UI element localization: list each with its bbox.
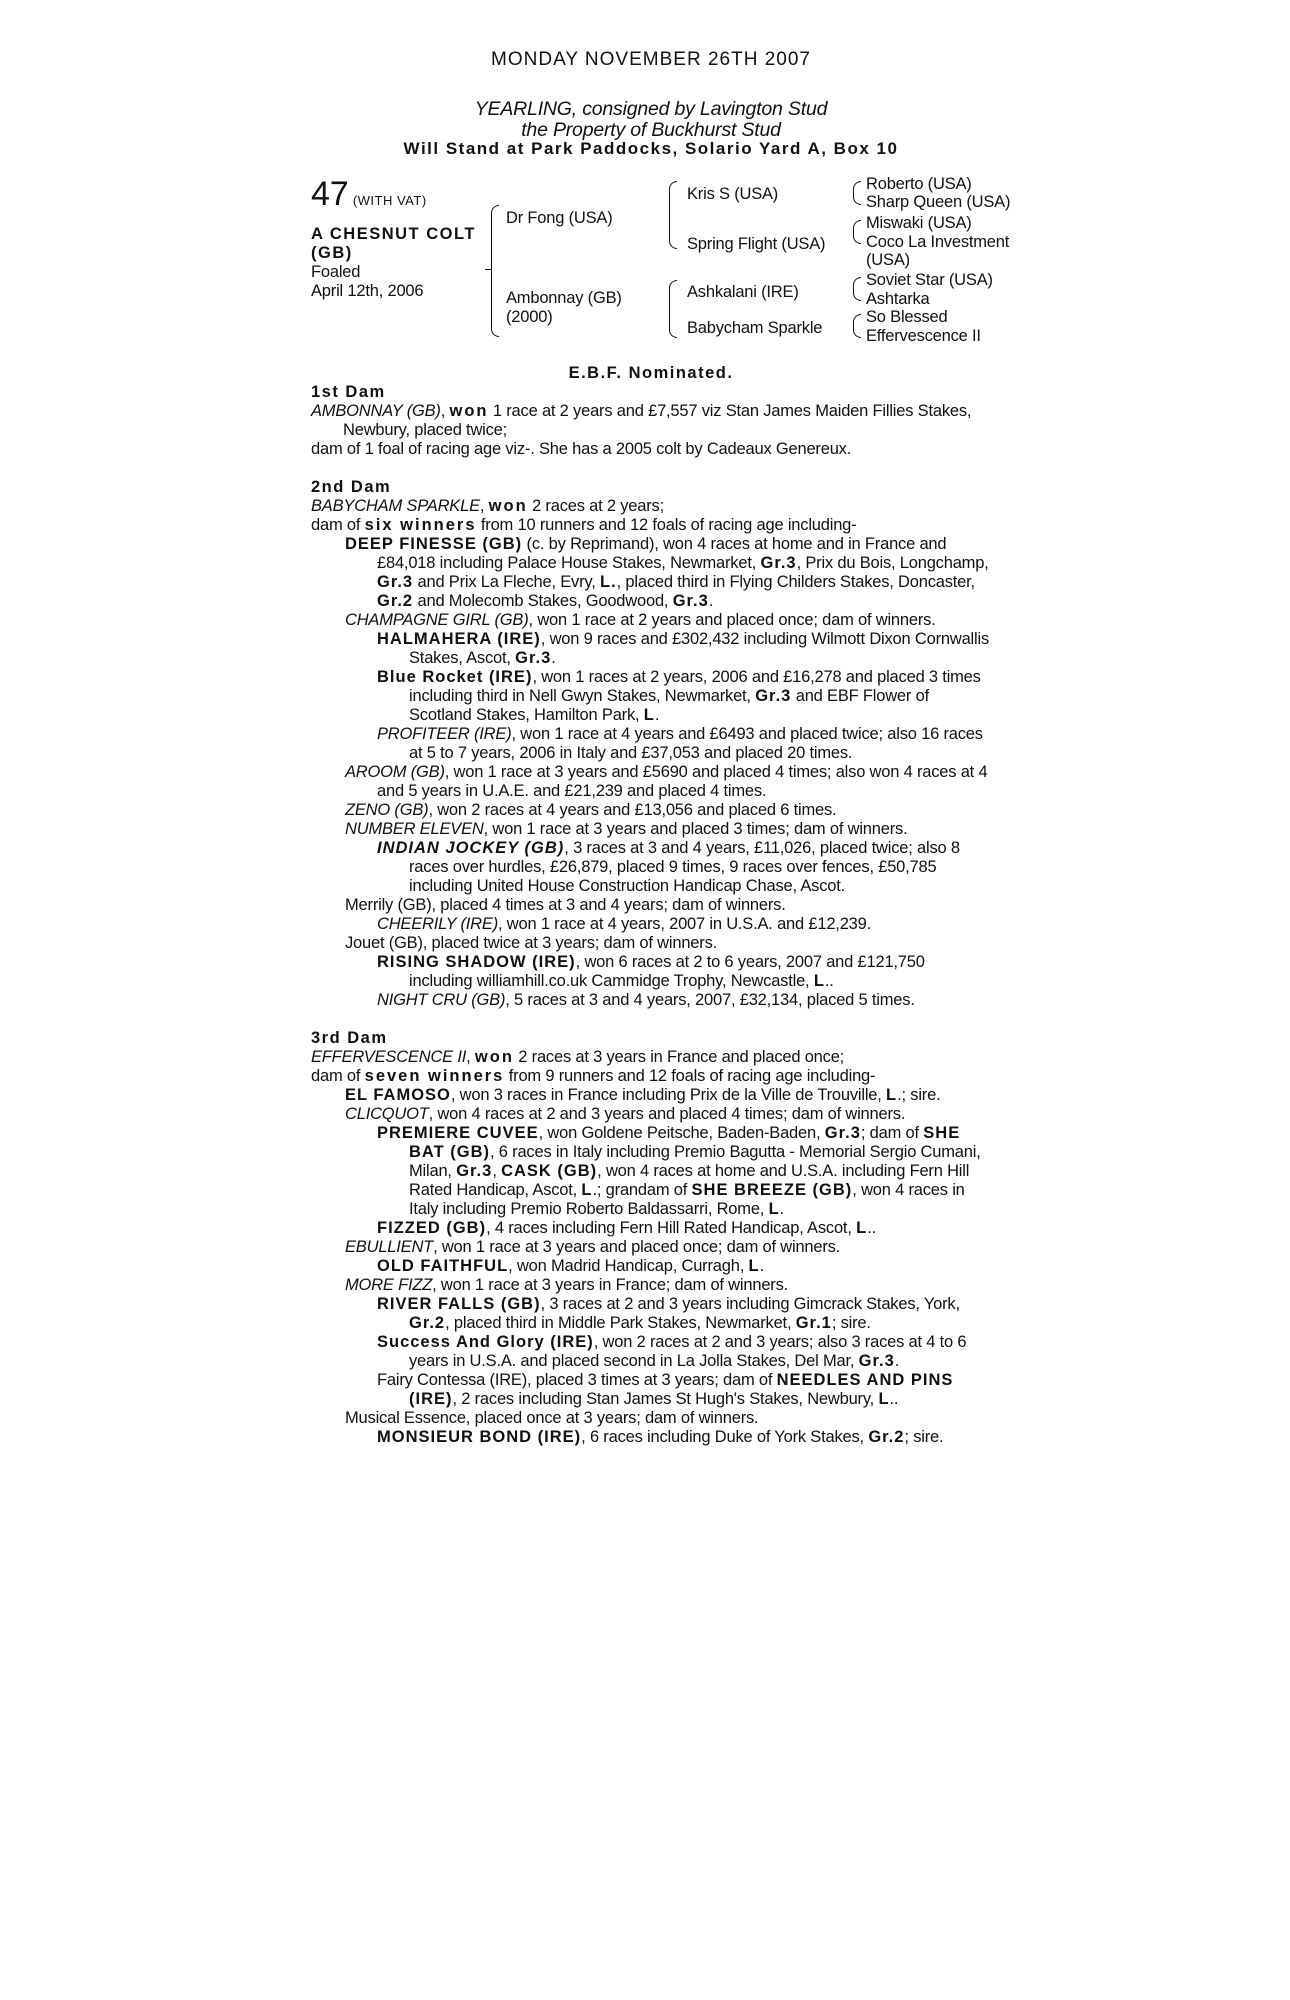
entry-text: ; sire. xyxy=(904,1428,944,1446)
second-dam-record: BABYCHAM SPARKLE, won 2 races at 2 years; xyxy=(311,497,664,515)
entry-text: .; sire. xyxy=(897,1086,941,1104)
grade: L xyxy=(886,1086,898,1104)
entry-text: and Prix La Fleche, Evry, xyxy=(413,573,600,591)
dam-name: BABYCHAM SPARKLE xyxy=(311,497,480,515)
entry-text: (c. by Reprimand), won 4 races at home and in France and £84,018 including Palace House Stakes, Newmarket, xyxy=(377,535,947,572)
grade: Gr.3 xyxy=(456,1162,493,1180)
won-word: won xyxy=(474,1048,514,1066)
pedigree-sire-sire: Kris S (USA) xyxy=(687,185,779,203)
entry-text: , won 4 races at home and U.S.A. including Fern Hill Rated Handicap, Ascot, xyxy=(409,1162,970,1199)
catalogue-page xyxy=(311,40,1011,1447)
lot-description: A CHESNUT COLT xyxy=(311,225,476,243)
grade: L xyxy=(768,1200,780,1218)
entry-text: , 5 races at 3 and 4 years, 2007, £32,134, placed 5 times. xyxy=(505,991,915,1009)
pedigree-gen3-2: Sharp Queen (USA) xyxy=(866,193,1011,211)
entry-text: , xyxy=(492,1162,502,1180)
produce-entry xyxy=(311,915,991,934)
grade: Gr.3 xyxy=(515,649,552,667)
entry-text: , won Goldene Peitsche, Baden-Baden, xyxy=(538,1124,825,1142)
entry-text: .; grandam of xyxy=(592,1181,692,1199)
horse-name: RISING SHADOW (IRE) xyxy=(377,953,576,971)
horse-name: OLD FAITHFUL xyxy=(377,1257,509,1275)
produce-entry xyxy=(311,1295,991,1333)
second-dam-heading: 2nd Dam xyxy=(311,478,392,496)
produce-entry xyxy=(311,991,991,1010)
horse-name: NUMBER ELEVEN xyxy=(345,820,484,838)
pedigree-brace xyxy=(853,181,861,205)
won-word: won xyxy=(488,497,528,515)
entry-text: , won 1 race at 3 years in France; dam of winners. xyxy=(432,1276,789,1294)
third-dam-heading: 3rd Dam xyxy=(311,1029,388,1047)
produce-entry xyxy=(311,1276,991,1295)
record-text: 2 races at 2 years; xyxy=(527,497,664,515)
first-dam-record: AMBONNAY (GB), won 1 race at 2 years and £7,557 viz Stan James Maiden Fillies Stakes, Newbury, placed twice; xyxy=(311,402,972,439)
pedigree-dam-dam: Babycham Sparkle xyxy=(687,319,823,337)
entry-text: , won 6 races at 2 to 6 years, 2007 and £121,750 including williamhill.co.uk Cammidge Trophy, Newcastle, xyxy=(409,953,925,990)
winners-count: seven winners xyxy=(364,1067,505,1085)
produce-text: dam of xyxy=(311,516,365,534)
grade: Gr.2 xyxy=(377,592,414,610)
grade: Gr.3 xyxy=(377,573,414,591)
pedigree-brace xyxy=(853,277,861,301)
produce-text: from 10 runners and 12 foals of racing age including- xyxy=(476,516,857,534)
grade: L xyxy=(878,1390,890,1408)
pedigree-brace xyxy=(853,220,861,244)
produce-entry xyxy=(311,801,991,820)
entry-text: and Molecomb Stakes, Goodwood, xyxy=(413,592,673,610)
entry-text: . xyxy=(708,592,714,610)
entry-text: .. xyxy=(889,1390,899,1408)
produce-entry xyxy=(311,1105,991,1124)
grade: Gr.2 xyxy=(409,1314,446,1332)
property-line: the Property of Buckhurst Stud xyxy=(521,119,781,141)
entry-text: . xyxy=(779,1200,785,1218)
pedigree-gen3-1: Roberto (USA) xyxy=(866,175,972,193)
produce-entry xyxy=(311,763,991,801)
horse-name: HALMAHERA (IRE) xyxy=(377,630,541,648)
winners-count: six winners xyxy=(364,516,477,534)
pedigree-dam-sire: Ashkalani (IRE) xyxy=(687,283,799,301)
lot-number-line xyxy=(311,177,427,211)
horse-name: CLICQUOT xyxy=(345,1105,429,1123)
produce-entry: Jouet (GB), placed twice at 3 years; dam of winners. xyxy=(345,934,718,952)
horse-name: SHE BREEZE (GB) xyxy=(691,1181,853,1199)
grade: Gr.3 xyxy=(760,554,797,572)
grade: L xyxy=(813,972,825,990)
horse-name: CASK (GB) xyxy=(501,1162,598,1180)
pedigree-gen3-7: So Blessed xyxy=(866,308,948,326)
horse-name: RIVER FALLS (GB) xyxy=(377,1295,541,1313)
third-dam-record: EFFERVESCENCE II, won 2 races at 3 years in France and placed once; xyxy=(311,1048,845,1066)
grade: Gr.3 xyxy=(824,1124,861,1142)
foaled-label: Foaled xyxy=(311,263,361,281)
horse-name: EL FAMOSO xyxy=(345,1086,451,1104)
entry-text: ; dam of xyxy=(860,1124,924,1142)
pedigree-dam: Ambonnay (GB) xyxy=(506,289,622,307)
entry-text: . xyxy=(759,1257,764,1275)
produce-entry xyxy=(311,1219,991,1238)
produce-entry xyxy=(311,1238,991,1257)
grade: L xyxy=(856,1219,868,1237)
lot-number: 47 xyxy=(311,175,349,213)
produce-entry xyxy=(311,1371,991,1409)
grade: Gr.3 xyxy=(858,1352,895,1370)
produce-entry xyxy=(311,1333,991,1371)
pedigree-gen3-6: Ashtarka xyxy=(866,290,930,308)
record-text: 2 races at 3 years in France and placed once; xyxy=(513,1048,845,1066)
pedigree-brace xyxy=(853,314,861,338)
entry-text: . xyxy=(894,1352,900,1370)
horse-name: MORE FIZZ xyxy=(345,1276,433,1294)
first-dam-produce: dam of 1 foal of racing age viz-. She has a 2005 colt by Cadeaux Genereux. xyxy=(311,440,852,458)
grade: Gr.2 xyxy=(868,1428,905,1446)
dam-name: AMBONNAY (GB) xyxy=(311,402,441,420)
horse-name: NIGHT CRU (GB) xyxy=(377,991,506,1009)
pedigree-dam-year: (2000) xyxy=(506,308,553,326)
entry-text: , won 4 races in Italy including Premio Roberto Baldassarri, Rome, xyxy=(409,1181,965,1218)
grade: Gr.3 xyxy=(672,592,709,610)
produce-entry xyxy=(311,820,991,839)
entry-text: , won 1 race at 4 years and £6493 and placed twice; also 16 races at 5 to 7 years, 2006 in Italy and £37,053 and placed 20 times. xyxy=(409,725,983,762)
horse-name: AROOM (GB) xyxy=(345,763,445,781)
entry-text: , won 1 races at 2 years, 2006 and £16,278 and placed 3 times including third in Nell Gwyn Stakes, Newmarket, xyxy=(409,668,981,705)
pedigree-gen3-3: Miswaki (USA) xyxy=(866,214,972,232)
produce-entry xyxy=(311,535,991,611)
grade: L. xyxy=(599,573,617,591)
horse-name: NEEDLES AND PINS (IRE) xyxy=(409,1371,954,1408)
horse-name: Blue Rocket (IRE) xyxy=(377,668,533,686)
entry-text: . xyxy=(654,706,660,724)
entry-text: , won 2 races at 4 years and £13,056 and placed 6 times. xyxy=(428,801,837,819)
won-word: won xyxy=(449,402,489,420)
horse-name: EBULLIENT xyxy=(345,1238,434,1256)
sale-date: MONDAY NOVEMBER 26TH 2007 xyxy=(491,49,811,70)
horse-name: INDIAN JOCKEY (GB) xyxy=(377,839,565,857)
pedigree-brace xyxy=(491,205,499,337)
entry-text: , won 1 race at 3 years and placed once; dam of winners. xyxy=(433,1238,841,1256)
horse-name: ZENO (GB) xyxy=(345,801,429,819)
entry-text: .. xyxy=(824,972,834,990)
produce-entry xyxy=(311,1428,991,1447)
entry-text: ; sire. xyxy=(831,1314,871,1332)
grade: Gr.1 xyxy=(795,1314,832,1332)
horse-name: DEEP FINESSE (GB) xyxy=(345,535,523,553)
horse-name: SHE BAT (GB) xyxy=(409,1124,961,1161)
pedigree-gen3-4b: (USA) xyxy=(866,251,910,269)
entry-text: , 2 races including Stan James St Hugh's Stakes, Newbury, xyxy=(452,1390,879,1408)
entry-text: and EBF Flower of Scotland Stakes, Hamilton Park, xyxy=(409,687,929,724)
entry-text: , 6 races including Duke of York Stakes, xyxy=(581,1428,869,1446)
foaled-date: April 12th, 2006 xyxy=(311,282,424,300)
produce-entry xyxy=(311,1124,991,1219)
pedigree-block xyxy=(311,175,1011,372)
pedigree-sire: Dr Fong (USA) xyxy=(506,209,613,227)
entry-text: , 3 races at 2 and 3 years including Gimcrack Stakes, York, xyxy=(540,1295,960,1313)
grade: L xyxy=(643,706,655,724)
produce-entry xyxy=(311,668,991,725)
entry-text: Fairy Contessa (IRE), placed 3 times at 3 years; dam of xyxy=(377,1371,777,1389)
entry-text: , Prix du Bois, Longchamp, xyxy=(796,554,989,572)
entry-text: , won 4 races at 2 and 3 years and placed 4 times; dam of winners. xyxy=(428,1105,906,1123)
grade: L xyxy=(581,1181,593,1199)
pedigree-brace xyxy=(669,181,677,249)
produce-entry xyxy=(311,839,991,896)
pedigree-gen3-5: Soviet Star (USA) xyxy=(866,271,993,289)
entry-text: , placed third in Flying Childers Stakes, Doncaster, xyxy=(616,573,975,591)
lot-vat: (WITH VAT) xyxy=(352,193,427,208)
horse-name: MONSIEUR BOND (IRE) xyxy=(377,1428,582,1446)
produce-entry: Merrily (GB), placed 4 times at 3 and 4 years; dam of winners. xyxy=(345,896,786,914)
lot-country: (GB) xyxy=(311,244,353,262)
entry-text: , won 2 races at 2 and 3 years; also 3 races at 4 to 6 years in U.S.A. and placed second in La Jolla Stakes, Del Mar, xyxy=(409,1333,967,1370)
produce-text: from 9 runners and 12 foals of racing age including- xyxy=(504,1067,876,1085)
pedigree-brace xyxy=(669,280,677,338)
third-dam-produce xyxy=(311,1067,991,1086)
pedigree-gen3-4: Coco La Investment xyxy=(866,233,1010,251)
entry-text: , won 3 races in France including Prix de la Ville de Trouville, xyxy=(450,1086,887,1104)
produce-entry: Musical Essence, placed once at 3 years; dam of winners. xyxy=(345,1409,759,1427)
pedigree-gen3-8: Effervescence II xyxy=(866,327,981,345)
produce-entry xyxy=(311,725,991,763)
entry-text: , 6 races in Italy including Premio Bagutta - Memorial Sergio Cumani, Milan, xyxy=(409,1143,981,1180)
horse-name: PREMIERE CUVEE xyxy=(377,1124,539,1142)
entry-text: , won 1 race at 3 years and £5690 and placed 4 times; also won 4 races at 4 and 5 years in U.A.E. and £21,239 and placed 4 times. xyxy=(377,763,988,800)
ebf-note: E.B.F. Nominated. xyxy=(568,364,734,382)
horse-name: CHAMPAGNE GIRL (GB) xyxy=(345,611,529,629)
entry-text: , won Madrid Handicap, Curragh, xyxy=(508,1257,749,1275)
first-dam-heading: 1st Dam xyxy=(311,383,386,401)
produce-entry xyxy=(311,630,991,668)
entry-text: .. xyxy=(867,1219,876,1237)
entry-text: , 3 races at 3 and 4 years, £11,026, placed twice; also 8 races over hurdles, £26,879, placed 9 times, 9 races over fences, £50,785 including United House Construction Handicap Chase, Ascot. xyxy=(409,839,960,895)
produce-entry xyxy=(311,1257,991,1276)
entry-text: , won 9 races and £302,432 including Wilmott Dixon Cornwallis Stakes, Ascot, xyxy=(409,630,989,667)
stand-location: Will Stand at Park Paddocks, Solario Yard A, Box 10 xyxy=(403,139,899,158)
horse-name: Success And Glory (IRE) xyxy=(377,1333,594,1351)
entry-text: , won 1 race at 2 years and placed once; dam of winners. xyxy=(528,611,936,629)
grade: Gr.3 xyxy=(755,687,792,705)
entry-text: , won 1 race at 3 years and placed 3 times; dam of winners. xyxy=(483,820,908,838)
pedigree-brace-point xyxy=(485,269,492,270)
entry-text: . xyxy=(551,649,556,667)
grade: L xyxy=(748,1257,760,1275)
produce-text: dam of xyxy=(311,1067,365,1085)
horse-name: CHEERILY (IRE) xyxy=(377,915,498,933)
entry-text: , 4 races including Fern Hill Rated Handicap, Ascot, xyxy=(486,1219,857,1237)
second-dam-produce xyxy=(311,516,991,535)
dam-name: EFFERVESCENCE II xyxy=(311,1048,467,1066)
produce-entry xyxy=(311,1086,991,1105)
horse-name: PROFITEER (IRE) xyxy=(377,725,512,743)
pedigree-sire-dam: Spring Flight (USA) xyxy=(687,235,826,253)
produce-entry xyxy=(311,611,991,630)
horse-name: FIZZED (GB) xyxy=(377,1219,487,1237)
entry-text: , won 1 race at 4 years, 2007 in U.S.A. and £12,239. xyxy=(498,915,872,933)
record-text: 1 race at 2 years and £7,557 viz Stan James Maiden Fillies Stakes, Newbury, placed twice; xyxy=(343,402,972,439)
entry-text: , placed third in Middle Park Stakes, Newmarket, xyxy=(445,1314,796,1332)
produce-entry xyxy=(311,953,991,991)
consignor-line: YEARLING, consigned by Lavington Stud xyxy=(474,98,828,120)
